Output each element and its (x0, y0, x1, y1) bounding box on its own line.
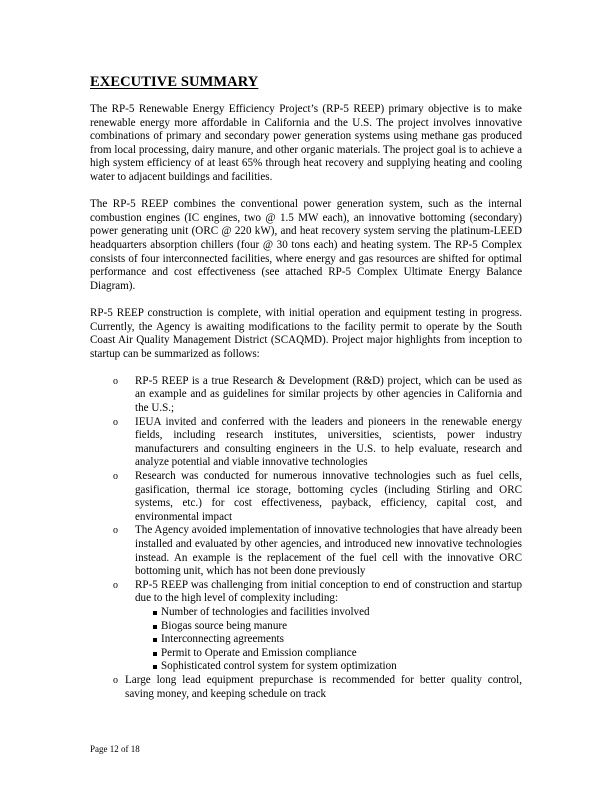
sub-list-item (153, 660, 522, 674)
list-item-text: RP-5 REEP was challenging from initial conception to end of construction and startup due to the high level of complexity including: (135, 578, 522, 605)
list-item (90, 674, 522, 701)
list-item (90, 470, 522, 524)
list-item-text: Research was conducted for numerous innovative technologies such as fuel cells, gasification, thermal ice storage, bottoming cycles (including Stirling and ORC systems, etc.) for cost effectiveness, payback, efficiency, capital cost, and environmental impact (135, 470, 522, 523)
section-title: EXECUTIVE SUMMARY (90, 74, 259, 90)
page-number-footer: Page 12 of 18 (90, 744, 140, 754)
square-bullet-icon (153, 638, 157, 642)
hollow-bullet-icon: o (113, 375, 118, 387)
hollow-bullet-icon: o (113, 525, 118, 537)
list-item-text: The Agency avoided implementation of innovative technologies that have already been installed and evaluated by other agencies, and introduced new innovative technologies instead. An example is the replacement of the fuel cell with the innovative ORC bottoming unit, which has not been done previously (135, 524, 522, 578)
complexity-sublist (135, 606, 522, 674)
list-item (90, 375, 522, 416)
sub-list-item (153, 633, 522, 647)
hollow-bullet-icon: o (113, 416, 118, 428)
hollow-bullet-icon: o (113, 674, 118, 686)
sub-list-item-text: Sophisticated control system for system optimization (161, 660, 397, 673)
hollow-bullet-icon: o (113, 471, 118, 483)
square-bullet-icon (153, 665, 157, 669)
document-page (90, 74, 522, 701)
list-item-text: Large long lead equipment prepurchase is recommended for better quality control, saving money, and keeping schedule on track (125, 673, 522, 700)
square-bullet-icon (153, 611, 157, 615)
sub-list-item (153, 606, 522, 620)
list-item (90, 416, 522, 470)
sub-list-item-text: Biogas source being manure (161, 619, 288, 632)
paragraph-objective: The RP-5 Renewable Energy Efficiency Project’s (RP-5 REEP) primary objective is to make renewable energy more affordable in California and the U.S. The project involves innovative combinations of primary and secondary power generation systems using methane gas produced from local processing, dairy manure, and other organic materials. The project goal is to achieve a high system efficiency of at least 65% through heat recovery and supplying heating and cooling water to adjacent buildings and facilities. (90, 103, 522, 183)
sub-list-item (153, 620, 522, 634)
list-item-text: RP-5 REEP is a true Research & Development (R&D) project, which can be used as an example and as guidelines for similar projects by other agencies in California and the U.S.; (135, 374, 522, 415)
paragraph-status: RP-5 REEP construction is complete, with initial operation and equipment testing in progress. Currently, the Agency is awaiting modifications to the facility permit to operate by the South Coast Air Quality Management District (SCAQMD). Project major highlights from inception to startup can be summarized as follows: (90, 306, 522, 360)
sub-list-item-text: Interconnecting agreements (161, 633, 284, 646)
highlights-list (90, 375, 522, 701)
paragraph-system-description: The RP-5 REEP combines the conventional power generation system, such as the internal combustion engines (IC engines, two @ 1.5 MW each), an innovative bottoming (secondary) power generating unit (ORC @ 220 kW), and heat recovery system serving the platinum-LEED headquarters absorption chillers (four @ 30 tons each) and heating system. The RP-5 Complex consists of four interconnected facilities, where energy and gas resources are shifted for optimal performance and cost effectiveness (see attached RP-5 Complex Ultimate Energy Balance Diagram). (90, 198, 522, 292)
list-item (90, 579, 522, 674)
square-bullet-icon (153, 652, 157, 656)
sub-list-item-text: Permit to Operate and Emission compliance (161, 646, 357, 659)
hollow-bullet-icon: o (113, 579, 118, 591)
sub-list-item-text: Number of technologies and facilities involved (161, 605, 370, 618)
sub-list-item (153, 647, 522, 661)
list-item (90, 524, 522, 578)
list-item-text: IEUA invited and conferred with the leaders and pioneers in the renewable energy fields, including research institutes, universities, scientists, power industry manufacturers and consulting engineers in the U.S. to help evaluate, research and analyze potential and viable innovative technologies (135, 415, 522, 469)
square-bullet-icon (153, 625, 157, 629)
